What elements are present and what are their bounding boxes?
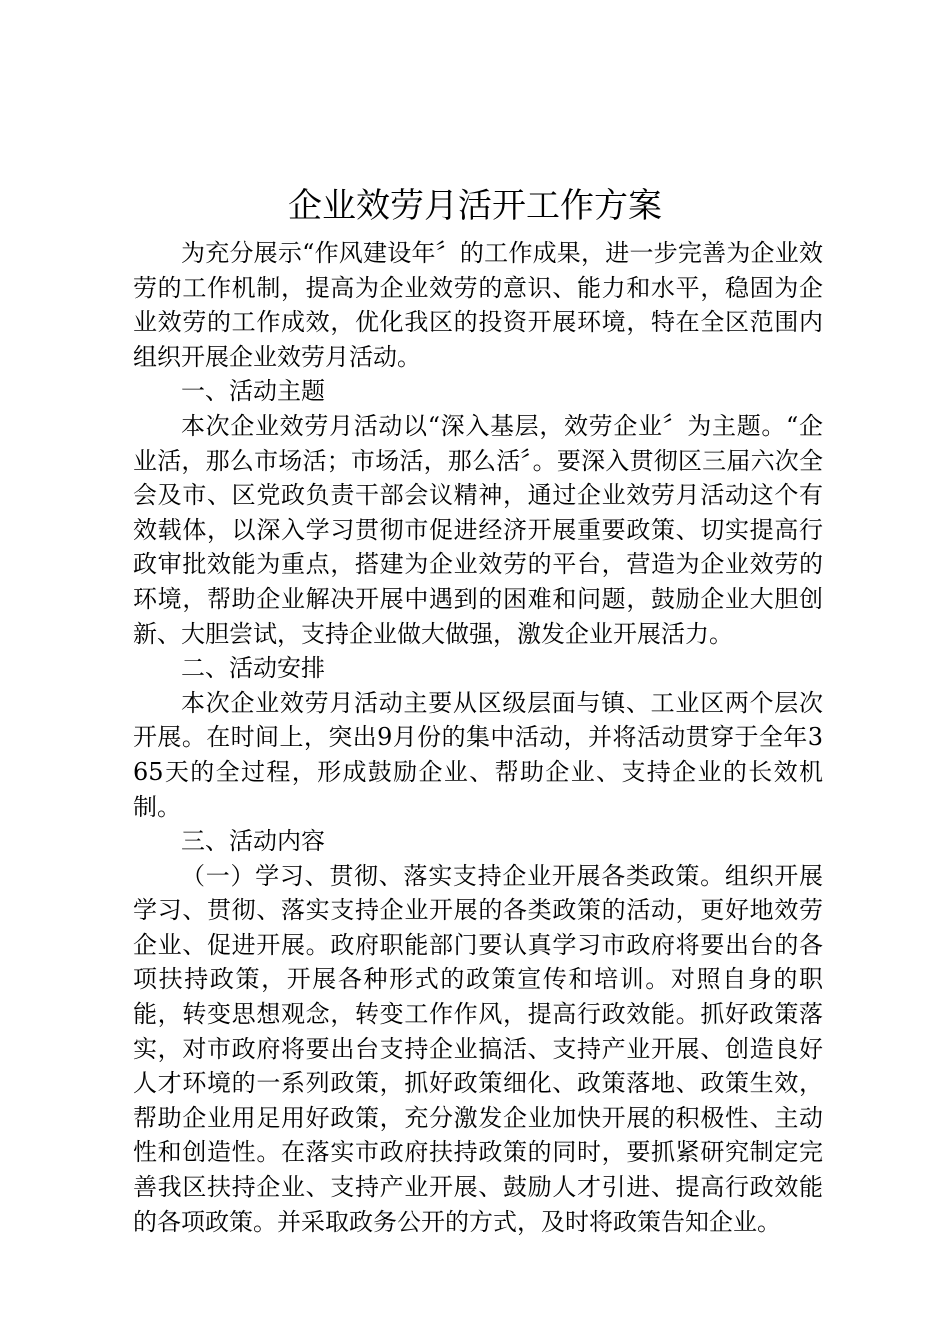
paragraph-theme: 本次企业效劳月活动以“深入基层，效劳企业〞为主题。“企业活，那么市场活；市场活，那么活〞。要深入贯彻区三届六次全会及市、区党政负责干部会议精神，通过企业效劳月活动这个有效载体，以深入学习贯彻市促进经济开展重要政策、切实提高行政审批效能为重点，搭建为企业效劳的平台，营造为企业效劳的环境，帮助企业解决开展中遇到的困难和问题，鼓励企业大胆创新、大胆尝试，支持企业做大做强，激发企业开展活力。 bbox=[133, 411, 823, 648]
document-body bbox=[133, 236, 823, 1239]
section-heading-content: 三、活动内容 bbox=[181, 827, 325, 856]
paragraph-intro: 为充分展示“作风建设年〞的工作成果，进一步完善为企业效劳的工作机制，提高为企业效劳的意识、能力和水平，稳固为企业效劳的工作成效，优化我区的投资开展环境，特在全区范围内组织开展企业效劳月活动。 bbox=[133, 239, 823, 371]
section-heading-arrangement: 二、活动安排 bbox=[181, 654, 325, 683]
paragraph-content-1: （一）学习、贯彻、落实支持企业开展各类政策。组织开展学习、贯彻、落实支持企业开展的各类政策的活动，更好地效劳企业、促进开展。政府职能部门要认真学习市政府将要出台的各项扶持政策，开展各种形式的政策宣传和培训。对照自身的职能，转变思想观念，转变工作作风，提高行政效能。抓好政策落实，对市政府将要出台支持企业搞活、支持产业开展、创造良好人才环境的一系列政策，抓好政策细化、政策落地、政策生效，帮助企业用足用好政策，充分激发企业加快开展的积极性、主动性和创造性。在落实市政府扶持政策的同时，要抓紧研究制定完善我区扶持企业、支持产业开展、鼓励人才引进、提高行政效能的各项政策。并采取政务公开的方式，及时将政策告知企业。 bbox=[133, 861, 823, 1236]
paragraph-arrangement: 本次企业效劳月活动主要从区级层面与镇、工业区两个层次开展。在时间上，突出9月份的集中活动，并将活动贯穿于全年365天的全过程，形成鼓励企业、帮助企业、支持企业的长效机制。 bbox=[133, 688, 823, 821]
document-title: 企业效劳月活开工作方案 bbox=[288, 186, 662, 226]
section-heading-theme: 一、活动主题 bbox=[181, 377, 325, 406]
